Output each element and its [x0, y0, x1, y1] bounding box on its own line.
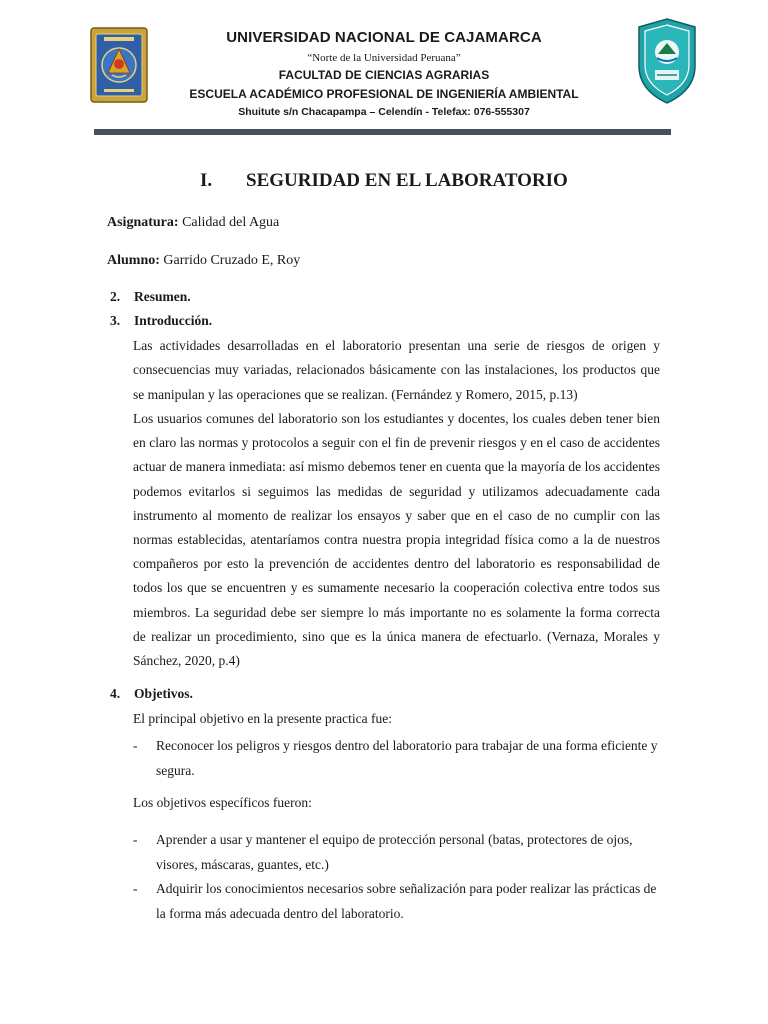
university-name: UNIVERSIDAD NACIONAL DE CAJAMARCA: [226, 29, 542, 46]
section-introduccion: [110, 313, 212, 329]
section-objetivos: [110, 686, 193, 702]
section-title: Objetivos.: [134, 686, 193, 701]
list-item: [133, 733, 660, 783]
school-name: ESCUELA ACADÉMICO PROFESIONAL DE INGENIERÍA AMBIENTAL: [189, 87, 579, 101]
section-number: 4.: [110, 686, 121, 701]
subject-value: Calidad del Agua: [182, 215, 280, 230]
student-value: Garrido Cruzado E, Roy: [163, 253, 301, 268]
subject-line: [107, 215, 279, 231]
section-number: 2.: [110, 289, 121, 304]
page-title: [200, 170, 568, 192]
intro-paragraph-1: Las actividades desarrolladas en el laboratorio presentan una serie de riesgos de origen y consecuencias muy variadas, relacionados básicamente con las instalaciones, los productos que se manipulan y las operaciones que se realizan. (Fernández y Romero, 2015, p.13): [133, 338, 660, 402]
title-text: SEGURIDAD EN EL LABORATORIO: [246, 170, 568, 191]
title-number: I.: [200, 170, 213, 191]
intro-paragraph-2: Los usuarios comunes del laboratorio son los estudiantes y docentes, los cuales deben tener bien en claro las normas y protocolos a seguir con el fin de prevenir riesgos y en el caso de accidentes actuar de manera inmediata: así mismo debemos tener en cuenta que la mayoría de los accidentes podemos evitarlos si seguimos las medidas de seguridad y utilizamos adecuadamente cada instrumento al momento de realizar los ensayos y saber que en el caso de no cumplir con las normas establecidas, atentaríamos contra nuestra propia integridad física como a la de nuestros compañeros por esto la prevención de accidentes dentro del laboratorio es responsabilidad de todos los que se encuentren y es sumamente necesario la cooperación colectiva entre todos sus miembros. La seguridad debe ser siempre lo más importante no es solamente la forma correcta de realizar un procedimiento, sino que es la única manera de efectuarlo. (Vernaza, Morales y Sánchez, 2020, p.4): [133, 411, 660, 669]
bullet-dash: -: [133, 881, 138, 896]
bullet-dash: -: [133, 832, 138, 847]
bullet-text: Aprender a usar y mantener el equipo de protección personal (batas, protectores de ojos, visores, máscaras, guantes, etc.): [156, 832, 633, 872]
specific-objectives-intro: Los objetivos específicos fueron:: [133, 795, 312, 810]
section-number: 3.: [110, 313, 121, 328]
subject-label: Asignatura:: [107, 215, 179, 230]
header-divider: [94, 129, 671, 135]
section-resumen: [110, 289, 191, 305]
list-item: [133, 827, 660, 877]
faculty-name: FACULTAD DE CIENCIAS AGRARIAS: [278, 68, 490, 82]
bullet-text: Adquirir los conocimientos necesarios sobre señalización para poder realizar las prácticas de la forma más adecuada dentro del laboratorio.: [156, 881, 657, 921]
student-line: [107, 253, 300, 269]
university-seal-logo: [90, 27, 148, 103]
university-motto: “Norte de la Universidad Peruana”: [307, 52, 461, 64]
objectives-intro: El principal objetivo en la presente practica fue:: [133, 711, 393, 726]
section-title: Introducción.: [134, 313, 213, 328]
school-shield-logo: [637, 18, 697, 104]
section-title: Resumen.: [134, 289, 191, 304]
bullet-dash: -: [133, 738, 138, 753]
bullet-text: Reconocer los peligros y riesgos dentro del laboratorio para trabajar de una forma eficiente y segura.: [156, 738, 658, 778]
address-line: Shuitute s/n Chacapampa – Celendín - Telefax: 076-555307: [238, 106, 530, 118]
student-label: Alumno:: [107, 253, 160, 268]
list-item: [133, 876, 660, 926]
